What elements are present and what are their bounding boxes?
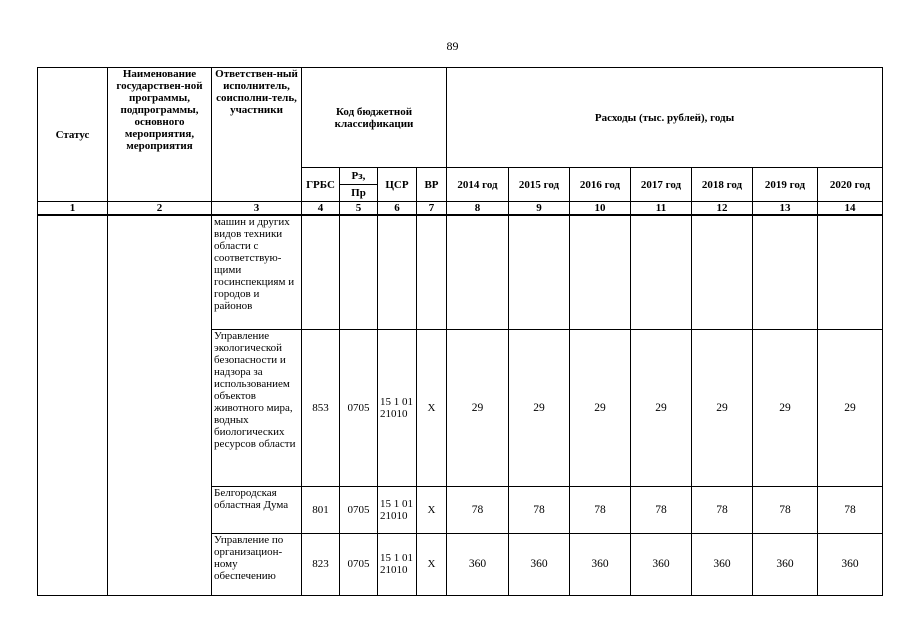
header-row-top [38, 68, 883, 168]
executor-cell: Управление экологической безопасности и надзора за использованием объектов животного мира, водных биологических ресурсов области [212, 329, 302, 486]
grbs-cell: 823 [302, 533, 340, 595]
header-budget-code: Код бюджетной классификации [302, 68, 447, 168]
amount-cell: 29 [753, 329, 818, 486]
vr-cell: Х [417, 533, 447, 595]
amount-cell: 29 [509, 329, 570, 486]
amount-cell: 78 [447, 486, 509, 533]
csr-cell: 15 1 01 21010 [378, 533, 417, 595]
grbs-cell: 801 [302, 486, 340, 533]
header-responsible: Ответствен-ный исполнитель, соисполни-тель, участники [212, 68, 302, 202]
header-rz: Рз, [340, 168, 378, 185]
rzpr-cell [340, 215, 378, 329]
amount-cell: 78 [509, 486, 570, 533]
amount-cell: 78 [818, 486, 883, 533]
executor-cell: Управление по организацион-ному обеспечению [212, 533, 302, 595]
header-vr: ВР [417, 168, 447, 202]
amount-cell: 360 [692, 533, 753, 595]
amount-cell: 360 [447, 533, 509, 595]
table-row [38, 215, 883, 329]
header-year-2016: 2016 год [570, 168, 631, 202]
amount-cell: 29 [818, 329, 883, 486]
amount-cell: 78 [692, 486, 753, 533]
column-number-row [38, 202, 883, 216]
amount-cell: 29 [692, 329, 753, 486]
amount-cell [753, 215, 818, 329]
column-number: 9 [509, 202, 570, 216]
budget-table [37, 67, 883, 596]
grbs-cell: 853 [302, 329, 340, 486]
amount-cell: 29 [447, 329, 509, 486]
status-cell [38, 215, 108, 595]
header-pr: Пр [340, 185, 378, 202]
amount-cell: 360 [570, 533, 631, 595]
amount-cell: 29 [570, 329, 631, 486]
column-number: 8 [447, 202, 509, 216]
header-csr: ЦСР [378, 168, 417, 202]
csr-cell: 15 1 01 21010 [378, 329, 417, 486]
column-number: 7 [417, 202, 447, 216]
header-expenses: Расходы (тыс. рублей), годы [447, 68, 883, 168]
amount-cell: 78 [570, 486, 631, 533]
vr-cell: Х [417, 486, 447, 533]
program-name-cell [108, 215, 212, 595]
header-year-2018: 2018 год [692, 168, 753, 202]
executor-cell: машин и других видов техники области с соответствую-щими госинспекциям и городов и районов [212, 215, 302, 329]
grbs-cell [302, 215, 340, 329]
column-number: 12 [692, 202, 753, 216]
column-number: 5 [340, 202, 378, 216]
amount-cell: 29 [631, 329, 692, 486]
amount-cell [570, 215, 631, 329]
amount-cell: 360 [631, 533, 692, 595]
rzpr-cell: 0705 [340, 329, 378, 486]
header-year-2015: 2015 год [509, 168, 570, 202]
header-year-2014: 2014 год [447, 168, 509, 202]
vr-cell: Х [417, 329, 447, 486]
amount-cell: 78 [753, 486, 818, 533]
amount-cell [692, 215, 753, 329]
amount-cell: 360 [509, 533, 570, 595]
csr-cell [378, 215, 417, 329]
column-number: 6 [378, 202, 417, 216]
amount-cell [631, 215, 692, 329]
amount-cell: 360 [753, 533, 818, 595]
header-year-2017: 2017 год [631, 168, 692, 202]
executor-cell: Белгородская областная Дума [212, 486, 302, 533]
header-grbs: ГРБС [302, 168, 340, 202]
header-program-name: Наименование государствен-ной программы, подпрограммы, основного мероприятия, мероприятия [108, 68, 212, 202]
header-status: Статус [38, 68, 108, 202]
rzpr-cell: 0705 [340, 486, 378, 533]
column-number: 2 [108, 202, 212, 216]
amount-cell [818, 215, 883, 329]
amount-cell [509, 215, 570, 329]
amount-cell [447, 215, 509, 329]
column-number: 11 [631, 202, 692, 216]
amount-cell: 78 [631, 486, 692, 533]
header-year-2019: 2019 год [753, 168, 818, 202]
vr-cell [417, 215, 447, 329]
column-number: 13 [753, 202, 818, 216]
column-number: 10 [570, 202, 631, 216]
column-number: 3 [212, 202, 302, 216]
csr-cell: 15 1 01 21010 [378, 486, 417, 533]
rzpr-cell: 0705 [340, 533, 378, 595]
amount-cell: 360 [818, 533, 883, 595]
page-number: 89 [446, 39, 459, 53]
header-year-2020: 2020 год [818, 168, 883, 202]
column-number: 14 [818, 202, 883, 216]
column-number: 1 [38, 202, 108, 216]
column-number: 4 [302, 202, 340, 216]
